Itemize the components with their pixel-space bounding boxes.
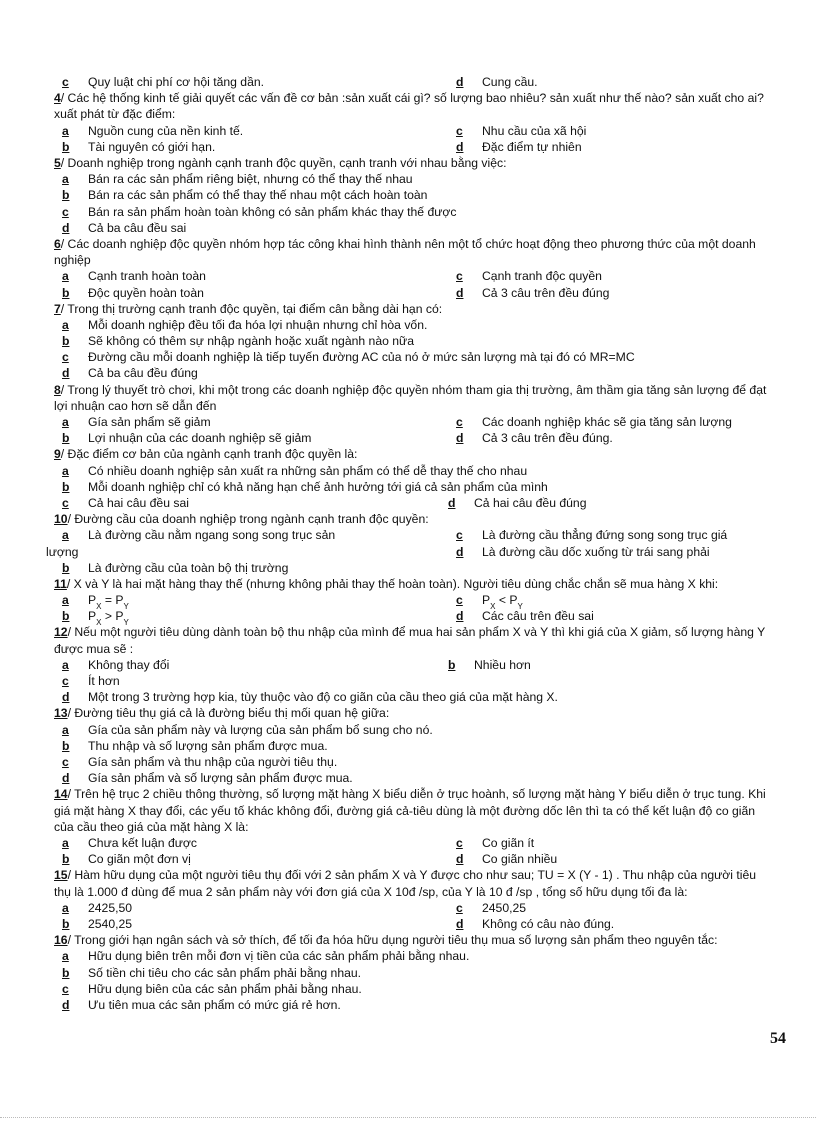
answer-row — [46, 74, 776, 90]
option-c: c $P_X < P_Y$ — [456, 593, 523, 612]
answer-row — [46, 285, 776, 301]
option-a: a 2425,50 — [62, 900, 133, 915]
answer-row — [46, 333, 776, 349]
option-b: b Mỗi doanh nghiệp chỉ có khả năng hạn chế ảnh hưởng tới giá cả sản phẩm của mình — [62, 479, 548, 494]
answer-row — [46, 479, 776, 495]
option-d: d Cả 3 câu trên đều đúng — [456, 285, 610, 300]
answer-row — [46, 722, 776, 738]
question-16: 16/ Trong giới hạn ngân sách và sở thích, để tối đa hóa hữu dụng người tiêu thụ mua số lượng sản phẩm theo nguyên tắc: — [54, 933, 718, 948]
answer-row — [46, 835, 776, 851]
option-c: c Cạnh tranh độc quyền — [456, 269, 602, 284]
answer-row — [46, 592, 776, 612]
answer-row — [46, 608, 776, 628]
answer-row — [46, 544, 776, 560]
option-b: b Độc quyền hoàn toàn — [62, 285, 204, 300]
answer-row — [46, 139, 776, 155]
option-c: c Quy luật chi phí cơ hội tăng dần. — [62, 75, 265, 89]
question-4: 4/ Các hệ thống kinh tế giải quyết các vấn đề cơ bản :sản xuất cái gì? số lượng bao nhiêu? sản xuất như thế nào? sản xuất cho ai? xuất phát từ đặc điểm: — [54, 91, 764, 122]
option-c: c Nhu cầu của xã hội — [456, 123, 587, 138]
question-15: 15/ Hàm hữu dụng của một người tiêu thụ đối với 2 sản phẩm X và Y được cho như sau; TU = X (Y - 1) . Thu nhập của người tiêu thụ là 1.000 đ dùng để mua 2 sản phẩm này với đơn giá của X 10đ /sp, của Y là 10 đ /sp , tổng số hữu dụng tối đa là: — [54, 868, 757, 899]
option-d: d Một trong 3 trường hợp kia, tùy thuộc vào độ co giãn của cầu theo giá của mặt hàng X. — [62, 690, 558, 705]
option-b: b Sẽ không có thêm sự nhập ngành hoặc xuất ngành nào nữa — [62, 334, 414, 349]
question-11: 11/ X và Y là hai mặt hàng thay thế (nhưng không phải thay thế hoàn toàn). Người tiêu dùng chắc chắn sẽ mua hàng X khi: — [54, 576, 719, 591]
option-c: c 2450,25 — [456, 900, 527, 915]
question-13: 13/ Đường tiêu thụ giá cả là đường biểu thị mối quan hệ giữa: — [54, 706, 390, 721]
option-d: d Cả ba câu đều sai — [62, 220, 187, 235]
answer-row — [46, 754, 776, 770]
option-d: d Co giãn nhiều — [456, 852, 558, 867]
answer-row — [46, 851, 776, 867]
option-a: a Không thay đổi — [62, 657, 170, 672]
answer-row — [46, 317, 776, 333]
option-c: c Đường cầu mỗi doanh nghiệp là tiếp tuyến đường AC của nó ở mức sản lượng mà tại đó có MR=MC — [62, 350, 635, 365]
exam-page — [46, 74, 776, 1013]
option-b: b Tài nguyên có giới hạn. — [62, 139, 216, 154]
option-b: b Bán ra các sản phẩm có thể thay thế nhau một cách hoàn toàn — [62, 188, 428, 203]
question-12: 12/ Nếu một người tiêu dùng dành toàn bộ thu nhập của mình để mua hai sản phẩm X và Y thì khi giá của X giảm, số lượng hàng Y được mua sẽ : — [54, 625, 765, 656]
option-b: b Nhiều hơn — [448, 657, 531, 672]
option-a-continued: lượng — [46, 544, 79, 559]
option-a: a $P_X = P_Y$ — [62, 593, 129, 612]
option-a: a Bán ra các sản phẩm riêng biệt, nhưng có thể thay thế nhau — [62, 172, 413, 187]
option-c: c Các doanh nghiệp khác sẽ gia tăng sản lượng — [456, 415, 732, 430]
answer-row — [46, 187, 776, 203]
option-d: d Không có câu nào đúng. — [456, 916, 615, 931]
answer-row — [46, 430, 776, 446]
option-a: a Là đường cầu nằm ngang song song trục sản — [62, 528, 336, 543]
answer-row — [46, 220, 776, 236]
option-a: a Hữu dụng biên trên mỗi đơn vị tiền của các sản phẩm phải bằng nhau. — [62, 949, 470, 964]
option-a: a Nguồn cung của nền kinh tế. — [62, 123, 244, 138]
option-c: c Co giãn ít — [456, 835, 535, 850]
answer-row — [46, 527, 776, 543]
question-9: 9/ Đặc điểm cơ bản của ngành cạnh tranh độc quyền là: — [54, 447, 358, 462]
answer-row — [46, 900, 776, 916]
question-14: 14/ Trên hệ trục 2 chiều thông thường, số lượng mặt hàng X biểu diễn ở trục hoành, số lượng mặt hàng Y biểu diễn ở trục tung. Khi giá mặt hàng X thay đổi, các yếu tố khác không đổi, đường giá cả-tiêu dùng là một đường dốc lên thì ta có thể kết luận độ co giãn của cầu theo giá của mặt hàng X là: — [54, 787, 766, 834]
option-c: c Bán ra sản phẩm hoàn toàn không có sản phẩm khác thay thế được — [62, 204, 457, 219]
option-c: c Cả hai câu đều sai — [62, 495, 189, 510]
answer-row — [46, 365, 776, 381]
page-number: 54 — [770, 1030, 786, 1047]
option-b: b 2540,25 — [62, 916, 133, 931]
answer-row — [46, 738, 776, 754]
answer-row — [46, 689, 776, 705]
option-c: c Ít hơn — [62, 674, 120, 689]
option-d: d Đặc điểm tự nhiên — [456, 139, 582, 154]
answer-row — [46, 414, 776, 430]
option-a: a Mỗi doanh nghiệp đều tối đa hóa lợi nhuận nhưng chỉ hòa vốn. — [62, 317, 428, 332]
option-d: d Gía sản phẩm và số lượng sản phẩm được mua. — [62, 771, 353, 786]
question-5: 5/ Doanh nghiệp trong ngành cạnh tranh độc quyền, cạnh tranh với nhau bằng việc: — [54, 155, 507, 170]
option-a: a Chưa kết luận được — [62, 835, 197, 850]
answer-row — [46, 495, 776, 511]
option-d: d Cả ba câu đều đúng — [62, 366, 198, 381]
option-b: b $P_X > P_Y$ — [62, 609, 129, 628]
question-6: 6/ Các doanh nghiệp độc quyền nhóm hợp tác công khai hình thành nên một tổ chức hoạt động theo phương thức của một doanh nghiệp — [54, 236, 756, 268]
option-b: b Là đường cầu của toàn bộ thị trường — [62, 560, 289, 575]
option-d: d Cung cầu. — [456, 75, 538, 89]
footer-divider — [0, 1117, 816, 1119]
option-a: a Gía sản phẩm sẽ giảm — [62, 415, 211, 430]
option-d: d Là đường cầu dốc xuống từ trái sang phải — [456, 544, 710, 559]
option-d: d Cả 3 câu trên đều đúng. — [456, 431, 613, 446]
option-b: b Lợi nhuận của các doanh nghiệp sẽ giảm — [62, 431, 312, 446]
answer-row — [46, 965, 776, 981]
answer-row — [46, 268, 776, 284]
answer-row — [46, 463, 776, 479]
answer-row — [46, 673, 776, 689]
option-a: a Cạnh tranh hoàn toàn — [62, 269, 206, 284]
option-a: a Gía của sản phẩm này và lượng của sản phẩm bổ sung cho nó. — [62, 722, 433, 737]
question-7: 7/ Trong thị trường cạnh tranh độc quyền, tại điểm cân bằng dài hạn có: — [54, 301, 443, 316]
answer-row — [46, 916, 776, 932]
option-d: d Các câu trên đều sai — [456, 609, 594, 624]
answer-row — [46, 657, 776, 673]
option-b: b Thu nhập và số lượng sản phẩm được mua. — [62, 738, 328, 753]
answer-row — [46, 171, 776, 187]
option-a: a Có nhiều doanh nghiệp sản xuất ra những sản phẩm có thể dễ thay thế cho nhau — [62, 463, 528, 478]
option-c: c Là đường cầu thẳng đứng song song trục giá — [456, 528, 728, 543]
question-10: 10/ Đường cầu của doanh nghiệp trong ngành cạnh tranh độc quyền: — [54, 512, 429, 527]
answer-row — [46, 770, 776, 786]
question-8: 8/ Trong lý thuyết trò chơi, khi một trong các doanh nghiệp độc quyền nhóm tham gia thị trường, âm thầm gia tăng sản lượng để đạt lợi nhuận cao hơn sẽ dẫn đến — [54, 382, 767, 413]
answer-row — [46, 981, 776, 997]
option-c: c Gía sản phẩm và thu nhập của người tiêu thụ. — [62, 755, 338, 769]
answer-row — [46, 349, 776, 365]
option-d: d Ưu tiên mua các sản phẩm có mức giá rẻ hơn. — [62, 997, 341, 1012]
answer-row — [46, 123, 776, 139]
answer-row — [46, 997, 776, 1013]
option-c: c Hữu dụng biên của các sản phẩm phải bằng nhau. — [62, 981, 362, 996]
answer-row — [46, 948, 776, 964]
option-d: d Cả hai câu đều đúng — [448, 495, 587, 510]
answer-row — [46, 204, 776, 220]
option-b: b Co giãn một đơn vị — [62, 852, 191, 867]
answer-row — [46, 560, 776, 576]
option-b: b Số tiền chi tiêu cho các sản phẩm phải bằng nhau. — [62, 965, 362, 980]
